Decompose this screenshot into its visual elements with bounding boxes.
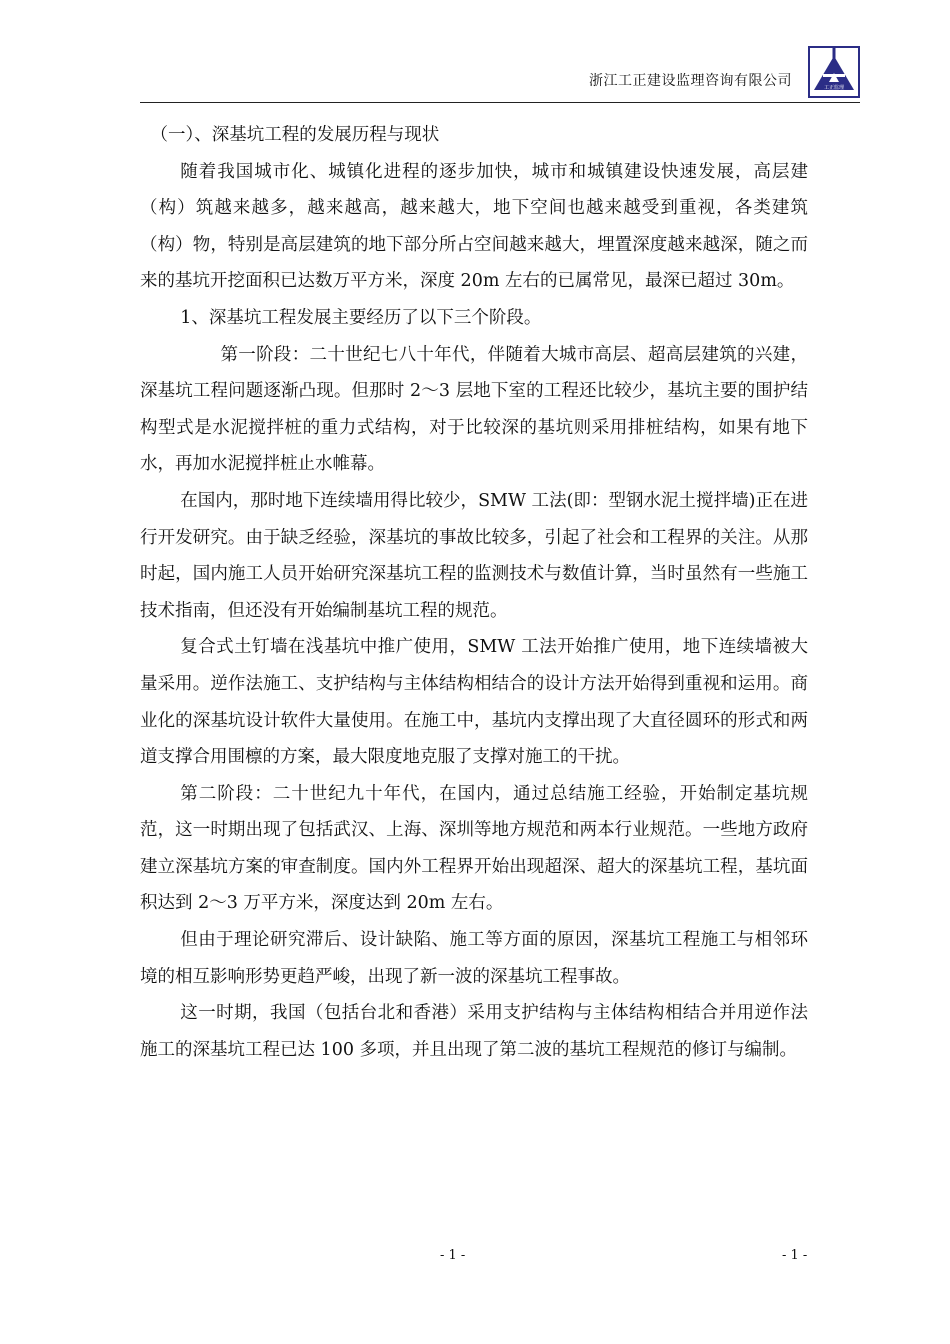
company-name: 浙江工正建设监理咨询有限公司 [589, 73, 792, 89]
paragraph-stage-two: 第二阶段：二十世纪九十年代，在国内，通过总结施工经验，开始制定基坑规范，这一时期出现了包括武汉、上海、深圳等地方规范和两本行业规范。一些地方政府建立深基坑方案的审查制度。国内外工程界开始出现超深、超大的深基坑工程，基坑面积达到 2～3 万平方米，深度达到 20m 左右。 [140, 783, 808, 914]
page-number-center: - 1 - [440, 1248, 466, 1263]
svg-text:工正监理: 工正监理 [823, 85, 845, 91]
paragraph-stages-heading: 1、深基坑工程发展主要经历了以下三个阶段。 [180, 307, 542, 328]
paragraph-accidents: 但由于理论研究滞后、设计缺陷、施工等方面的原因，深基坑工程施工与相邻环境的相互影响形势更趋严峻，出现了新一波的深基坑工程事故。 [140, 930, 808, 987]
section-title: （一）、深基坑工程的发展历程与现状 [150, 125, 440, 145]
page-number-right: - 1 - [782, 1248, 808, 1263]
paragraph-period: 这一时期，我国（包括台北和香港）采用支护结构与主体结构相结合并用逆作法施工的深基坑工程已达 100 多项，并且出现了第二波的基坑工程规范的修订与编制。 [140, 1003, 808, 1060]
paragraph-intro: 随着我国城市化、城镇化进程的逐步加快，城市和城镇建设快速发展，高层建（构）筑越来越多，越来越高，越来越大，地下空间也越来越受到重视，各类建筑（构）物，特别是高层建筑的地下部分所占空间越来越大，埋置深度越来越深，随之而来的基坑开挖面积已达数万平方米，深度 20m 左右的已属常见，最深已超过 30m。 [140, 161, 808, 292]
paragraph-domestic: 在国内，那时地下连续墙用得比较少，SMW 工法(即：型钢水泥土搅拌墙)正在进行开发研究。由于缺乏经验，深基坑的事故比较多，引起了社会和工程界的关注。从那时起，国内施工人员开始研究深基坑工程的监测技术与数值计算，当时虽然有一些施工技术指南，但还没有开始编制基坑工程的规范。 [140, 490, 808, 621]
page-header [140, 40, 860, 103]
paragraph-composite: 复合式土钉墙在浅基坑中推广使用，SMW 工法开始推广使用，地下连续墙被大量采用。逆作法施工、支护结构与主体结构相结合的设计方法开始得到重视和运用。商业化的深基坑设计软件大量使用。在施工中，基坑内支撑出现了大直径圆环的形式和两道支撑合用围檩的方案，最大限度地克服了支撑对施工的干扰。 [140, 637, 808, 768]
document-body [140, 117, 808, 1068]
paragraph-stage-one: 第一阶段：二十世纪七八十年代，伴随着大城市高层、超高层建筑的兴建，深基坑工程问题逐渐凸现。但那时 2～3 层地下室的工程还比较少，基坑主要的围护结构型式是水泥搅拌桩的重力式结构，对于比较深的基坑则采用排桩结构，如果有地下水，再加水泥搅拌桩止水帷幕。 [140, 344, 808, 475]
company-logo [808, 46, 860, 98]
